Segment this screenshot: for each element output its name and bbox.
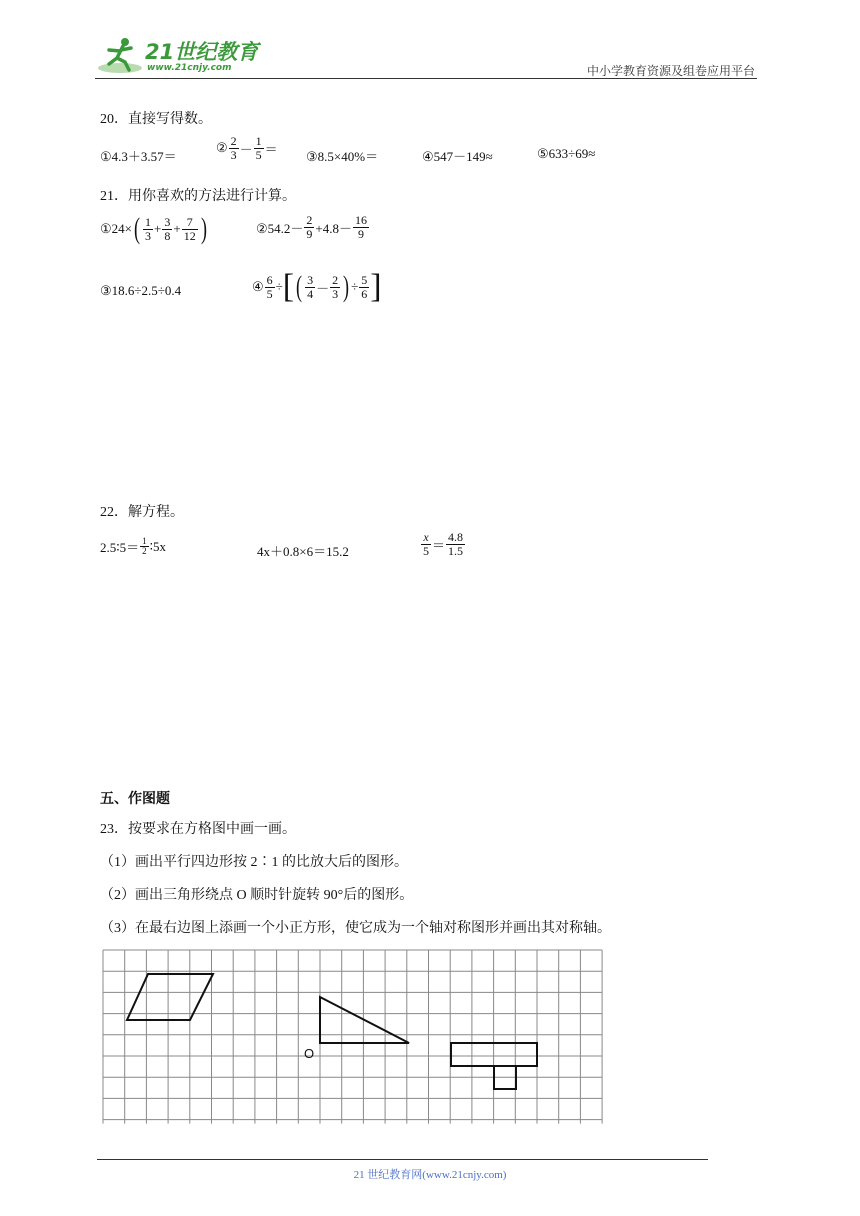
- logo-url: www.21cnjy.com: [147, 63, 232, 73]
- q21-expr-2: ②54.2－ $\frac{2}{9}$ +4.8－ $\frac{16}{9}$: [256, 213, 367, 241]
- q22-eq-2: 4x＋0.8×6＝15.2: [257, 544, 349, 559]
- q22-eq-3: $\frac{x}{5}$ ＝ $\frac{4.8}{1.5}$: [423, 530, 464, 558]
- q20-item-2: ② $\frac{2}{3}$ － $\frac{1}{5}$ ＝: [216, 134, 278, 162]
- q20-item-5: ⑤633÷69≈: [537, 146, 596, 161]
- point-o-label: O: [304, 1046, 315, 1061]
- q21-expr-4: ④ $\frac{6}{5}$ ÷ [ ( $\frac{3}{4}$ － $\frac{2}{3}$ ) ÷ $\frac{5}{6}$ ]: [252, 268, 382, 305]
- header-rule: [95, 78, 757, 79]
- q20-item-1: ①4.3＋3.57＝: [100, 149, 177, 164]
- right-bracket: ]: [370, 268, 382, 305]
- parallelogram: [127, 974, 213, 1020]
- q21-title: 21．用你喜欢的方法进行计算。: [100, 189, 296, 204]
- q23-title: 23．按要求在方格图中画一画。: [100, 822, 296, 837]
- section-title: 五、作图题: [100, 790, 170, 806]
- q21-expr-1: ①24× ( $\frac{1}{3}$ + $\frac{3}{8}$ + $\frac{7}{12}$ ): [100, 212, 207, 245]
- grid-figure: [100, 948, 606, 1138]
- fraction: $\frac{2}{3}$: [230, 134, 237, 162]
- q23-part-3: （3）在最右边图上添画一个小正方形，使它成为一个轴对称图形并画出其对称轴。: [100, 921, 611, 936]
- header-logo: [95, 34, 265, 78]
- left-paren: (: [134, 212, 140, 245]
- q20-item-4: ④547－149≈: [422, 149, 493, 164]
- q21-expr-3: ③18.6÷2.5÷0.4: [100, 283, 182, 298]
- q22-title: 22．解方程。: [100, 505, 184, 520]
- q20-item-3: ③8.5×40%＝: [306, 149, 379, 164]
- right-paren: ): [200, 212, 207, 245]
- q23-part-2: （2）画出三角形绕点 O 顺时针旋转 90°后的图形。: [100, 888, 414, 903]
- logo-text: 21世纪教育: [145, 40, 259, 64]
- footer-text: 21 世纪教育网(www.21cnjy.com): [353, 1169, 507, 1181]
- triangle: [320, 997, 409, 1043]
- q20-title: 20．直接写得数。: [100, 112, 212, 127]
- q23-part-1: （1）画出平行四边形按 2∶1 的比放大后的图形。: [100, 855, 408, 870]
- q22-eq-1: 2.5∶5＝ $\frac{1}{2}$ ∶5x: [100, 536, 167, 557]
- header-title: 中小学教育资源及组卷应用平台: [586, 64, 755, 78]
- q20-item-2-prefix: ②: [216, 140, 228, 156]
- footer-rule: [97, 1159, 708, 1160]
- left-bracket: [: [282, 268, 295, 305]
- fraction: $\frac{1}{5}$: [255, 134, 262, 162]
- grid-lines: [103, 950, 602, 1124]
